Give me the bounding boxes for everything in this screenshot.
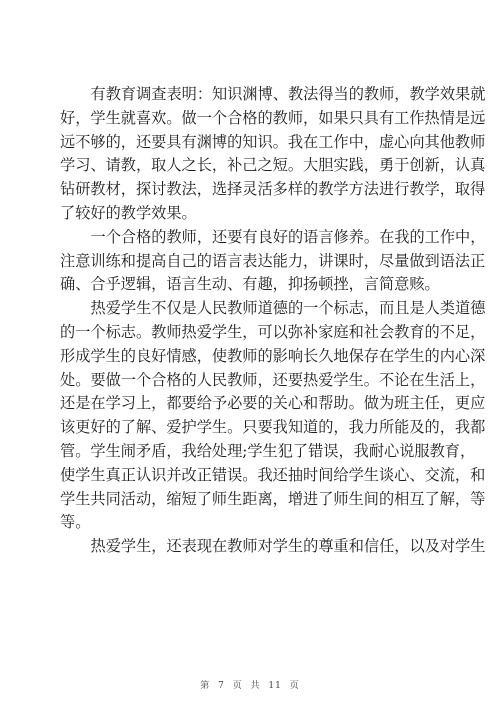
text-line: 使学生真正认识并改正错误。我还抽时间给学生谈心、交流，和 <box>60 465 486 484</box>
text-line: 确、合乎逻辑，语言生动、有趣，抑扬顿挫，言简意赅。 <box>60 275 440 294</box>
text-line: 了较好的教学效果。 <box>60 203 197 222</box>
text-line: 还是在学习上，都要给予必要的关心和帮助。做为班主任，更应 <box>60 394 486 413</box>
page-number-footer: 第 7 页 共 11 页 <box>200 681 300 691</box>
text-line: 一个合格的教师，还要有良好的语言修养。在我的工作中， <box>90 227 486 246</box>
text-line: 该更好的了解、爱护学生。只要我知道的，我力所能及的，我都 <box>60 418 486 437</box>
text-line: 有教育调查表明：知识渊博、教法得当的教师，教学效果就 <box>90 85 486 103</box>
body-text <box>60 83 486 559</box>
text-line: 的一个标志。教师热爱学生，可以弥补家庭和社会教育的不足， <box>60 322 486 341</box>
text-line: 管。学生闹矛盾，我给处理;学生犯了错误，我耐心说服教育， <box>60 441 476 460</box>
text-line: 注意训练和提高自己的语言表达能力，讲课时，尽量做到语法正 <box>60 251 486 270</box>
text-line: 热爱学生，还表现在教师对学生的尊重和信任，以及对学生 <box>90 537 486 556</box>
text-line: 等。 <box>60 513 91 532</box>
text-line: 热爱学生不仅是人民教师道德的一个标志，而且是人类道德 <box>90 299 486 318</box>
text-line: 学生共同活动，缩短了师生距离，增进了师生间的相互了解，等 <box>60 489 486 508</box>
text-line: 形成学生的良好情感，使教师的影响长久地保存在学生的内心深 <box>60 346 486 365</box>
text-line: 处。要做一个合格的人民教师，还要热爱学生。不论在生活上， <box>60 370 486 389</box>
text-line: 好，学生就喜欢。做一个合格的教师，如果只具有工作热情是远 <box>60 108 486 127</box>
text-line: 钻研教材，探讨教法，选择灵活多样的教学方法进行教学，取得 <box>60 180 486 199</box>
text-line: 学习、请教，取人之长，补己之短。大胆实践，勇于创新，认真 <box>60 156 486 175</box>
text-line: 远不够的，还要具有渊博的知识。我在工作中，虚心向其他教师 <box>60 132 486 151</box>
